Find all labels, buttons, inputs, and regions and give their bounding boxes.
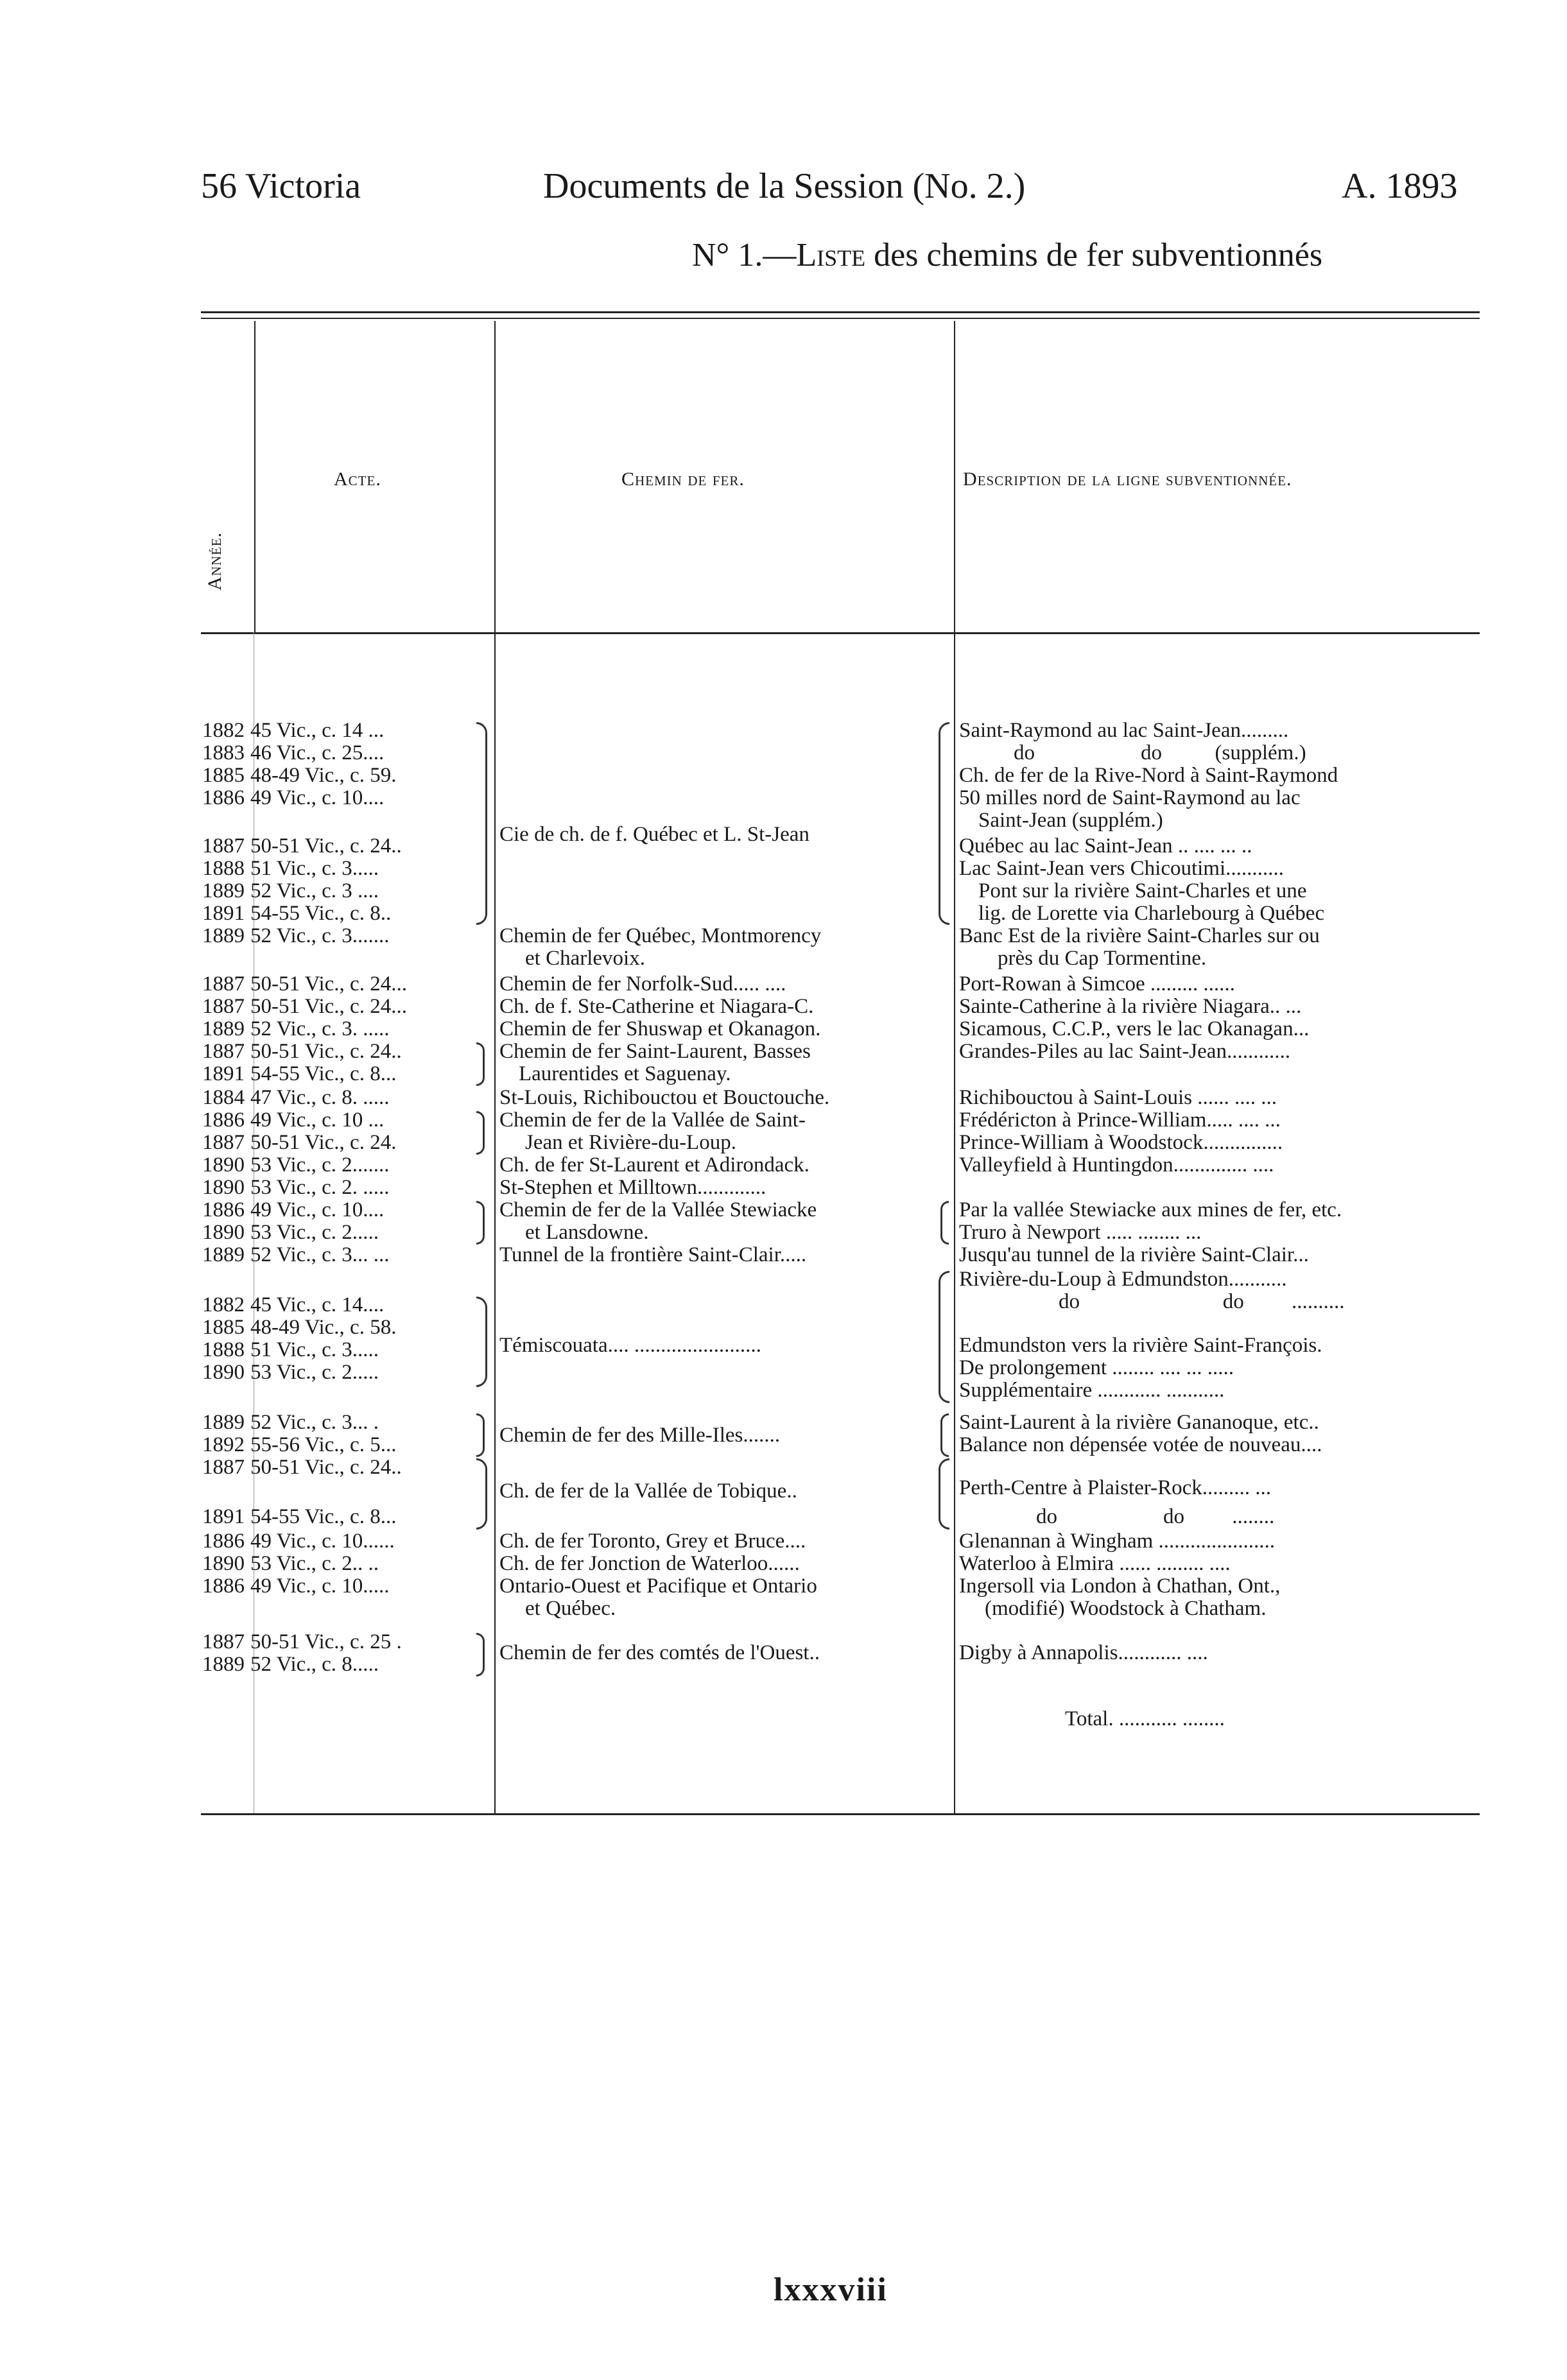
row-year: 1882 [202, 1293, 245, 1316]
brace-left-group-4 [940, 1201, 949, 1245]
row-chemin: Chemin de fer de la Vallée Stewiacke [499, 1198, 817, 1221]
row-desc: Digby à Annapolis............ .... [959, 1641, 1208, 1664]
brace-left-group-1 [939, 722, 949, 925]
row-year: 1886 [202, 786, 245, 809]
row-desc: Frédéricton à Prince-William..... .... ... [959, 1108, 1281, 1132]
row-acte: 50-51 Vic., c. 24... [250, 995, 407, 1018]
row-acte: 50-51 Vic., c. 24.. [250, 1456, 402, 1479]
row-desc: Richibouctou à Saint-Louis ...... .... ... [959, 1086, 1277, 1109]
row-year: 1887 [202, 834, 245, 858]
row-acte: 52 Vic., c. 3. ..... [250, 1017, 390, 1040]
row-year: 1892 [202, 1433, 245, 1456]
row-acte: 53 Vic., c. 2..... [250, 1221, 379, 1244]
row-desc: lig. de Lorette via Charlebourg à Québec [978, 902, 1325, 925]
col-head-annee [204, 475, 249, 603]
row-year: 1885 [202, 764, 245, 787]
row-desc: Ingersoll via London à Chathan, Ont., [959, 1574, 1281, 1598]
row-acte: 45 Vic., c. 14.... [250, 1293, 385, 1316]
header-title: Documents de la Session (No. 2.) [543, 166, 1026, 206]
row-acte: 50-51 Vic., c. 24. [250, 1131, 397, 1154]
brace-right-group-8 [476, 1633, 485, 1677]
row-chemin: Laurentides et Saguenay. [519, 1062, 731, 1085]
row-chemin: Chemin de fer des Mille-Iles....... [499, 1424, 781, 1447]
row-chemin: Chemin de fer des comtés de l'Ouest.. [499, 1641, 820, 1664]
row-year: 1883 [202, 741, 245, 764]
row-year: 1890 [202, 1552, 245, 1575]
row-chemin: et Québec. [525, 1597, 616, 1620]
row-acte: 49 Vic., c. 10..... [250, 1574, 390, 1598]
row-year: 1890 [202, 1361, 245, 1384]
row-chemin: Jean et Rivière-du-Loup. [525, 1131, 736, 1154]
row-acte: 54-55 Vic., c. 8... [250, 1062, 397, 1085]
row-acte: 53 Vic., c. 2..... [250, 1361, 379, 1384]
brace-left-group-7 [939, 1458, 949, 1530]
row-desc: Port-Rowan à Simcoe ......... ...... [959, 972, 1235, 996]
row-desc: près du Cap Tormentine. [998, 947, 1207, 970]
row-chemin: Ch. de fer St-Laurent et Adirondack. [499, 1153, 809, 1177]
row-acte: 50-51 Vic., c. 24... [250, 972, 407, 996]
brace-right-group-7 [476, 1458, 487, 1530]
row-chemin: et Lansdowne. [525, 1221, 649, 1244]
row-year: 1891 [202, 902, 245, 925]
row-year: 1890 [202, 1153, 245, 1177]
row-year: 1889 [202, 1411, 245, 1434]
row-chemin: Chemin de fer Shuswap et Okanagon. [499, 1017, 821, 1040]
row-chemin: St-Louis, Richibouctou et Bouctouche. [499, 1086, 830, 1109]
table-title-rest: des chemins de fer subventionnés [865, 237, 1323, 273]
row-year: 1887 [202, 1456, 245, 1479]
row-desc: Balance non dépensée votée de nouveau.... [959, 1433, 1322, 1456]
row-desc: Banc Est de la rivière Saint-Charles sur ou [959, 924, 1320, 947]
brace-right-group-6 [476, 1413, 485, 1457]
row-acte: 51 Vic., c. 3..... [250, 857, 379, 880]
row-desc: do do ........ [1036, 1505, 1275, 1528]
brace-left-group-6 [940, 1413, 949, 1457]
row-acte: 54-55 Vic., c. 8.. [250, 902, 392, 925]
row-desc: 50 milles nord de Saint-Raymond au lac [959, 786, 1301, 809]
row-year: 1889 [202, 1243, 245, 1266]
row-acte: 48-49 Vic., c. 58. [250, 1316, 397, 1339]
table-number: N° 1.— [692, 237, 797, 273]
row-year: 1890 [202, 1176, 245, 1199]
row-acte: 52 Vic., c. 3 .... [250, 879, 379, 902]
row-acte: 53 Vic., c. 2....... [250, 1153, 390, 1177]
header-bottom-rule [201, 632, 1480, 634]
row-desc: do do .......... [1059, 1290, 1345, 1313]
row-desc: Par la vallée Stewiacke aux mines de fer, etc. [959, 1198, 1342, 1221]
row-chemin: Chemin de fer Norfolk-Sud..... .... [499, 972, 786, 996]
row-desc: Grandes-Piles au lac Saint-Jean............ [959, 1040, 1290, 1063]
row-year: 1890 [202, 1221, 245, 1244]
table-title [692, 236, 1322, 274]
row-desc: Sainte-Catherine à la rivière Niagara.. ... [959, 995, 1302, 1018]
row-acte: 50-51 Vic., c. 25 . [250, 1630, 402, 1653]
row-acte: 49 Vic., c. 10.... [250, 786, 385, 809]
row-desc: Waterloo à Elmira ...... ......... .... [959, 1552, 1231, 1575]
header-left: 56 Victoria [201, 166, 361, 206]
row-year: 1889 [202, 924, 245, 947]
col-sep-acte [494, 321, 496, 1813]
row-desc: Prince-William à Woodstock............... [959, 1131, 1283, 1154]
row-desc: Québec au lac Saint-Jean .. .... ... .. [959, 834, 1252, 858]
row-year: 1887 [202, 1040, 245, 1063]
brace-left-group-5 [939, 1271, 949, 1403]
row-year: 1886 [202, 1574, 245, 1598]
col-head-acte: Acte. [334, 469, 381, 490]
row-chemin: et Charlevoix. [525, 947, 645, 970]
row-chemin: Ch. de fer Jonction de Waterloo...... [499, 1552, 800, 1575]
row-desc: do do (supplém.) [1014, 741, 1306, 764]
brace-right-group-4 [476, 1201, 485, 1245]
row-desc: Perth-Centre à Plaister-Rock......... ... [959, 1476, 1271, 1499]
row-acte: 53 Vic., c. 2. ..... [250, 1176, 390, 1199]
row-year: 1887 [202, 972, 245, 996]
row-desc: Pont sur la rivière Saint-Charles et une [978, 879, 1307, 902]
row-desc: Rivière-du-Loup à Edmundston........... [959, 1268, 1287, 1291]
row-acte: 52 Vic., c. 3... . [250, 1411, 379, 1434]
brace-right-group-5 [476, 1297, 487, 1387]
row-desc: Ch. de fer de la Rive-Nord à Saint-Raymond [959, 764, 1338, 787]
col-head-annee-label: Année. [204, 531, 225, 591]
row-desc: Valleyfield à Huntingdon.............. .... [959, 1153, 1274, 1177]
row-acte: 54-55 Vic., c. 8... [250, 1505, 397, 1528]
row-desc: Lac Saint-Jean vers Chicoutimi........... [959, 857, 1284, 880]
row-acte: 55-56 Vic., c. 5... [250, 1433, 397, 1456]
row-chemin: Ch. de f. Ste-Catherine et Niagara-C. [499, 995, 814, 1018]
row-acte: 48-49 Vic., c. 59. [250, 764, 397, 787]
row-acte: 52 Vic., c. 3....... [250, 924, 390, 947]
row-year: 1886 [202, 1530, 245, 1553]
row-acte: 51 Vic., c. 3..... [250, 1338, 379, 1361]
row-acte: 50-51 Vic., c. 24.. [250, 834, 402, 858]
row-year: 1886 [202, 1198, 245, 1221]
row-acte: 52 Vic., c. 3... ... [250, 1243, 390, 1266]
row-desc: (modifié) Woodstock à Chatham. [985, 1597, 1267, 1620]
row-year: 1887 [202, 1630, 245, 1653]
row-chemin: Témiscouata.... ........................ [499, 1334, 761, 1357]
row-year: 1891 [202, 1062, 245, 1085]
row-chemin: Ch. de fer de la Vallée de Tobique.. [499, 1479, 797, 1503]
row-chemin: Chemin de fer Saint-Laurent, Basses [499, 1040, 811, 1063]
row-chemin: Ontario-Ouest et Pacifique et Ontario [499, 1574, 817, 1598]
row-chemin: Chemin de fer Québec, Montmorency [499, 924, 822, 947]
row-acte: 49 Vic., c. 10.... [250, 1198, 385, 1221]
row-desc: Glenannan à Wingham ...................... [959, 1530, 1276, 1553]
row-acte: 46 Vic., c. 25.... [250, 741, 385, 764]
brace-right-group-2 [476, 1042, 485, 1086]
row-year: 1884 [202, 1086, 245, 1109]
row-desc: Saint-Jean (supplém.) [978, 809, 1163, 832]
row-acte: 50-51 Vic., c. 24.. [250, 1040, 402, 1063]
row-chemin: Cie de ch. de f. Québec et L. St-Jean [499, 823, 809, 846]
row-year: 1889 [202, 1653, 245, 1676]
top-rule [201, 311, 1480, 313]
row-year: 1888 [202, 1338, 245, 1361]
row-acte: 49 Vic., c. 10 ... [250, 1108, 385, 1132]
row-desc: Truro à Newport ..... ........ ... [959, 1221, 1202, 1244]
row-acte: 49 Vic., c. 10...... [250, 1530, 395, 1553]
row-chemin: Ch. de fer Toronto, Grey et Bruce.... [499, 1530, 806, 1553]
total-row: Total. ........... ........ [1065, 1707, 1225, 1730]
row-chemin: St-Stephen et Milltown............. [499, 1176, 766, 1199]
table-title-liste: Liste [796, 237, 866, 273]
col-head-description: Description de la ligne subventionnée. [963, 469, 1292, 490]
row-acte: 47 Vic., c. 8. ..... [250, 1086, 390, 1109]
row-chemin: Chemin de fer de la Vallée de Saint- [499, 1108, 806, 1132]
row-desc: De prolongement ........ .... ... ..... [959, 1356, 1234, 1379]
col-sep-annee [254, 321, 255, 632]
row-year: 1886 [202, 1108, 245, 1132]
row-year: 1882 [202, 719, 245, 742]
row-desc: Jusqu'au tunnel de la rivière Saint-Clair... [959, 1243, 1309, 1266]
row-chemin: Tunnel de la frontière Saint-Clair..... [499, 1243, 807, 1266]
row-year: 1889 [202, 879, 245, 902]
row-desc: Supplémentaire ............ ........... [959, 1379, 1225, 1402]
row-year: 1889 [202, 1017, 245, 1040]
col-head-chemin: Chemin de fer. [621, 469, 745, 490]
page-number: lxxxviii [774, 2272, 888, 2308]
row-acte: 45 Vic., c. 14 ... [250, 719, 385, 742]
row-year: 1891 [202, 1505, 245, 1528]
row-acte: 52 Vic., c. 8..... [250, 1653, 379, 1676]
row-year: 1885 [202, 1316, 245, 1339]
row-acte: 53 Vic., c. 2.. .. [250, 1552, 379, 1575]
row-year: 1887 [202, 1131, 245, 1154]
row-year: 1888 [202, 857, 245, 880]
header-right: A. 1893 [1342, 166, 1458, 206]
row-desc: Saint-Laurent à la rivière Gananoque, etc.. [959, 1411, 1319, 1434]
brace-right-group-3 [476, 1111, 485, 1155]
row-desc: Sicamous, C.C.P., vers le lac Okanagan... [959, 1017, 1310, 1040]
top-rule-thin [201, 318, 1480, 319]
brace-right-group-1 [476, 722, 487, 925]
bottom-rule [201, 1813, 1480, 1815]
row-year: 1887 [202, 995, 245, 1018]
row-desc: Saint-Raymond au lac Saint-Jean......... [959, 719, 1289, 742]
row-desc: Edmundston vers la rivière Saint-François. [959, 1334, 1322, 1357]
